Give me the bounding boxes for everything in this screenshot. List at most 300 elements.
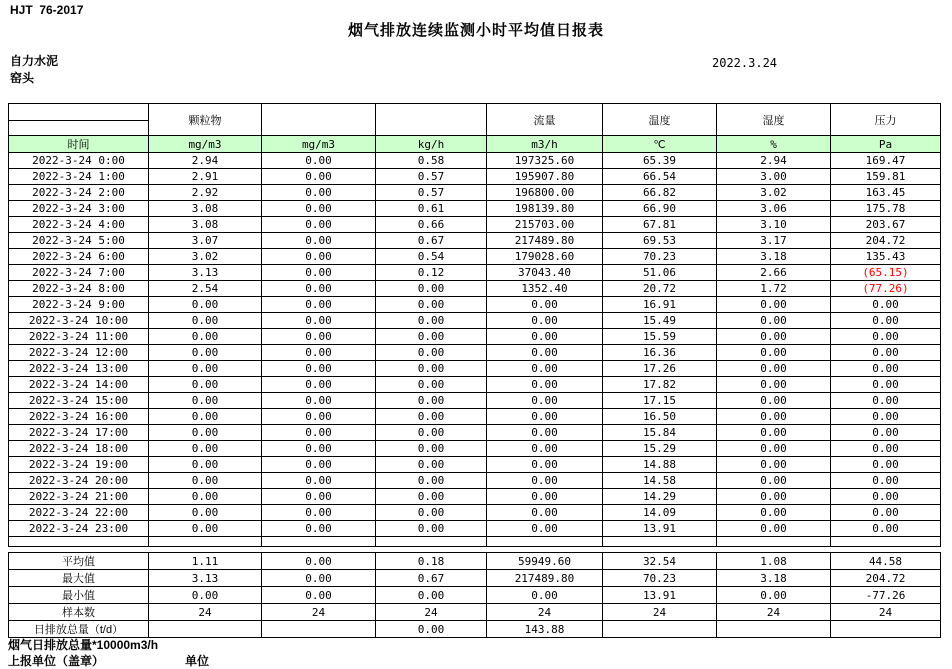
value-cell: 0.00 [831, 521, 941, 537]
summary-label-cell: 平均值 [9, 553, 149, 570]
value-cell: 204.72 [831, 233, 941, 249]
header-pressure: 压力 [831, 104, 941, 136]
table-row [9, 489, 941, 505]
value-cell: 0.00 [831, 489, 941, 505]
value-cell: 0.00 [487, 505, 603, 521]
value-cell: 0.00 [717, 505, 831, 521]
value-cell: 0.00 [831, 457, 941, 473]
value-cell: 17.82 [603, 377, 717, 393]
value-cell: 0.00 [717, 393, 831, 409]
value-cell: 0.00 [262, 473, 376, 489]
value-cell: 0.66 [376, 217, 487, 233]
value-cell: 0.00 [717, 441, 831, 457]
value-cell: 195907.80 [487, 169, 603, 185]
time-cell: 2022-3-24 22:00 [9, 505, 149, 521]
value-cell: 15.29 [603, 441, 717, 457]
value-cell: 0.00 [831, 441, 941, 457]
summary-value-cell [262, 621, 376, 638]
table-row [9, 505, 941, 521]
value-cell: 0.00 [717, 313, 831, 329]
summary-value-cell: 0.00 [376, 621, 487, 638]
summary-label-cell: 最小值 [9, 587, 149, 604]
summary-row [9, 587, 941, 604]
value-cell: 0.00 [831, 329, 941, 345]
value-cell: 0.00 [149, 441, 262, 457]
value-cell: 0.57 [376, 185, 487, 201]
summary-row [9, 604, 941, 621]
footer-note: 烟气日排放总量*10000m3/h [8, 638, 159, 652]
value-cell: 215703.00 [487, 217, 603, 233]
time-cell: 2022-3-24 15:00 [9, 393, 149, 409]
company-name: 自力水泥 [10, 54, 59, 68]
unit-time: 时间 [9, 136, 149, 153]
value-cell: (77.26) [831, 281, 941, 297]
value-cell: 1.72 [717, 281, 831, 297]
summary-value-cell [717, 621, 831, 638]
header-blank-2 [376, 104, 487, 136]
time-cell: 2022-3-24 5:00 [9, 233, 149, 249]
value-cell: 0.00 [376, 329, 487, 345]
value-cell: 70.23 [603, 249, 717, 265]
summary-value-cell: 24 [487, 604, 603, 621]
summary-value-cell: 217489.80 [487, 570, 603, 587]
value-cell: 0.00 [262, 505, 376, 521]
unit-label: 单位 [185, 654, 210, 668]
value-cell: 0.00 [487, 329, 603, 345]
table-row [9, 185, 941, 201]
value-cell: 0.00 [262, 393, 376, 409]
value-cell: 3.06 [717, 201, 831, 217]
value-cell: 0.00 [262, 361, 376, 377]
summary-value-cell: 143.88 [487, 621, 603, 638]
value-cell: 0.57 [376, 169, 487, 185]
empty-cell [376, 537, 487, 547]
table-row [9, 265, 941, 281]
value-cell: 3.00 [717, 169, 831, 185]
unit-percent: % [717, 136, 831, 153]
value-cell: 0.00 [717, 425, 831, 441]
value-cell: 3.07 [149, 233, 262, 249]
table-row [9, 441, 941, 457]
unit-mg1: mg/m3 [149, 136, 262, 153]
value-cell: 2.91 [149, 169, 262, 185]
value-cell: 2.94 [149, 153, 262, 169]
time-cell: 2022-3-24 0:00 [9, 153, 149, 169]
unit-mg2: mg/m3 [262, 136, 376, 153]
report-table-body [9, 104, 941, 638]
time-cell: 2022-3-24 21:00 [9, 489, 149, 505]
value-cell: 0.00 [831, 409, 941, 425]
value-cell: 0.00 [831, 297, 941, 313]
summary-value-cell: 24 [149, 604, 262, 621]
summary-label-cell: 最大值 [9, 570, 149, 587]
value-cell: 0.00 [717, 345, 831, 361]
value-cell: 37043.40 [487, 265, 603, 281]
value-cell: 0.00 [376, 441, 487, 457]
value-cell: 0.00 [717, 521, 831, 537]
value-cell: 0.54 [376, 249, 487, 265]
value-cell: 0.00 [376, 361, 487, 377]
corner-cell [9, 104, 149, 136]
summary-value-cell: 24 [717, 604, 831, 621]
summary-value-cell: 1.11 [149, 553, 262, 570]
table-row [9, 153, 941, 169]
summary-value-cell: 24 [262, 604, 376, 621]
value-cell: 0.00 [149, 505, 262, 521]
table-row [9, 393, 941, 409]
value-cell: 16.50 [603, 409, 717, 425]
value-cell: 0.61 [376, 201, 487, 217]
value-cell: 13.91 [603, 521, 717, 537]
value-cell: 66.54 [603, 169, 717, 185]
value-cell: 20.72 [603, 281, 717, 297]
value-cell: 0.00 [262, 153, 376, 169]
empty-cell [149, 537, 262, 547]
summary-value-cell: 44.58 [831, 553, 941, 570]
value-cell: 0.00 [487, 425, 603, 441]
empty-cell [262, 537, 376, 547]
value-cell: 175.78 [831, 201, 941, 217]
table-row [9, 329, 941, 345]
value-cell: 0.00 [487, 361, 603, 377]
value-cell: 197325.60 [487, 153, 603, 169]
summary-value-cell: 24 [603, 604, 717, 621]
value-cell: 0.00 [487, 473, 603, 489]
summary-value-cell: 24 [376, 604, 487, 621]
summary-value-cell: 0.00 [717, 587, 831, 604]
table-row [9, 377, 941, 393]
value-cell: 15.84 [603, 425, 717, 441]
value-cell: 0.00 [831, 425, 941, 441]
summary-value-cell: 0.00 [487, 587, 603, 604]
group-header-row [9, 104, 941, 136]
table-row [9, 345, 941, 361]
value-cell: 14.29 [603, 489, 717, 505]
time-cell: 2022-3-24 1:00 [9, 169, 149, 185]
value-cell: 0.00 [376, 409, 487, 425]
unit-kgh: kg/h [376, 136, 487, 153]
summary-row [9, 570, 941, 587]
value-cell: 0.00 [262, 345, 376, 361]
value-cell: 16.91 [603, 297, 717, 313]
header-humidity: 湿度 [717, 104, 831, 136]
unit-header-row [9, 136, 941, 153]
time-cell: 2022-3-24 18:00 [9, 441, 149, 457]
value-cell: 0.00 [262, 297, 376, 313]
time-cell: 2022-3-24 20:00 [9, 473, 149, 489]
value-cell: 0.00 [149, 489, 262, 505]
value-cell: 0.00 [376, 281, 487, 297]
value-cell: 0.00 [376, 457, 487, 473]
value-cell: 0.00 [149, 393, 262, 409]
value-cell: 3.10 [717, 217, 831, 233]
doc-code: HJT 76-2017 [10, 3, 84, 17]
summary-value-cell: 204.72 [831, 570, 941, 587]
time-cell: 2022-3-24 19:00 [9, 457, 149, 473]
value-cell: 0.00 [831, 505, 941, 521]
value-cell: 0.00 [149, 329, 262, 345]
value-cell: 3.18 [717, 249, 831, 265]
table-row [9, 281, 941, 297]
summary-label-cell: 样本数 [9, 604, 149, 621]
value-cell: 0.00 [149, 457, 262, 473]
value-cell: 0.00 [717, 473, 831, 489]
value-cell: 0.00 [831, 393, 941, 409]
summary-value-cell: 0.00 [262, 587, 376, 604]
header-blank-1 [262, 104, 376, 136]
value-cell: 0.00 [376, 377, 487, 393]
summary-value-cell: 0.67 [376, 570, 487, 587]
value-cell: 66.90 [603, 201, 717, 217]
empty-row [9, 537, 941, 547]
summary-value-cell [603, 621, 717, 638]
value-cell: 2.66 [717, 265, 831, 281]
value-cell: 0.00 [487, 313, 603, 329]
summary-row [9, 553, 941, 570]
value-cell: 0.00 [149, 521, 262, 537]
value-cell: 0.00 [262, 409, 376, 425]
value-cell: 66.82 [603, 185, 717, 201]
time-cell: 2022-3-24 4:00 [9, 217, 149, 233]
time-cell: 2022-3-24 11:00 [9, 329, 149, 345]
value-cell: 0.00 [262, 489, 376, 505]
page-title: 烟气排放连续监测小时平均值日报表 [347, 22, 604, 39]
unit-pa: Pa [831, 136, 941, 153]
summary-value-cell: 24 [831, 604, 941, 621]
unit-m3h: m3/h [487, 136, 603, 153]
summary-value-cell: 0.18 [376, 553, 487, 570]
empty-cell [603, 537, 717, 547]
summary-value-cell: 0.00 [376, 587, 487, 604]
value-cell: 159.81 [831, 169, 941, 185]
value-cell: 0.00 [831, 313, 941, 329]
value-cell: 0.00 [262, 457, 376, 473]
time-cell: 2022-3-24 10:00 [9, 313, 149, 329]
value-cell: 198139.80 [487, 201, 603, 217]
value-cell: 0.00 [262, 249, 376, 265]
value-cell: 0.00 [149, 473, 262, 489]
value-cell: 0.00 [262, 281, 376, 297]
value-cell: 0.00 [487, 377, 603, 393]
table-row [9, 201, 941, 217]
summary-value-cell [149, 621, 262, 638]
value-cell: 16.36 [603, 345, 717, 361]
time-cell: 2022-3-24 13:00 [9, 361, 149, 377]
value-cell: 0.00 [262, 521, 376, 537]
report-table-wrap [8, 103, 941, 638]
value-cell: 0.00 [149, 297, 262, 313]
value-cell: 0.00 [831, 345, 941, 361]
value-cell: 0.00 [262, 265, 376, 281]
value-cell: 0.00 [149, 425, 262, 441]
value-cell: 17.26 [603, 361, 717, 377]
value-cell: 0.00 [487, 393, 603, 409]
value-cell: 0.58 [376, 153, 487, 169]
value-cell: 163.45 [831, 185, 941, 201]
report-table [8, 103, 941, 638]
summary-row [9, 621, 941, 638]
value-cell: 0.00 [376, 345, 487, 361]
value-cell: 0.00 [376, 489, 487, 505]
value-cell: 0.00 [831, 377, 941, 393]
value-cell: 15.59 [603, 329, 717, 345]
value-cell: 0.00 [262, 169, 376, 185]
table-row [9, 409, 941, 425]
table-row [9, 361, 941, 377]
value-cell: 0.00 [262, 201, 376, 217]
time-cell: 2022-3-24 14:00 [9, 377, 149, 393]
summary-value-cell: 3.13 [149, 570, 262, 587]
value-cell: 0.00 [376, 313, 487, 329]
value-cell: 0.00 [262, 233, 376, 249]
value-cell: 0.00 [717, 361, 831, 377]
value-cell: 0.00 [262, 377, 376, 393]
value-cell: 2.94 [717, 153, 831, 169]
value-cell: 0.00 [376, 297, 487, 313]
time-cell: 2022-3-24 16:00 [9, 409, 149, 425]
table-row [9, 313, 941, 329]
value-cell: 0.00 [149, 345, 262, 361]
summary-value-cell: 32.54 [603, 553, 717, 570]
time-cell: 2022-3-24 8:00 [9, 281, 149, 297]
summary-value-cell: 0.00 [262, 553, 376, 570]
value-cell: 0.00 [717, 489, 831, 505]
table-row [9, 169, 941, 185]
value-cell: 2.92 [149, 185, 262, 201]
value-cell: 0.00 [262, 425, 376, 441]
value-cell: 0.00 [831, 473, 941, 489]
table-row [9, 249, 941, 265]
summary-value-cell: 1.08 [717, 553, 831, 570]
empty-cell [487, 537, 603, 547]
value-cell: 0.00 [262, 217, 376, 233]
value-cell: 0.00 [376, 505, 487, 521]
stamp-label: 上报单位（盖章） [8, 654, 105, 668]
value-cell: 0.00 [487, 441, 603, 457]
time-cell: 2022-3-24 6:00 [9, 249, 149, 265]
header-particulate: 颗粒物 [149, 104, 262, 136]
value-cell: 17.15 [603, 393, 717, 409]
summary-value-cell: -77.26 [831, 587, 941, 604]
value-cell: 67.81 [603, 217, 717, 233]
value-cell: 1352.40 [487, 281, 603, 297]
value-cell: 169.47 [831, 153, 941, 169]
corner-divider [9, 104, 148, 121]
table-row [9, 457, 941, 473]
summary-value-cell: 0.00 [149, 587, 262, 604]
summary-label-cell: 日排放总量（t/d） [9, 621, 149, 638]
value-cell: 0.00 [831, 361, 941, 377]
value-cell: 65.39 [603, 153, 717, 169]
value-cell: 3.17 [717, 233, 831, 249]
value-cell: 14.88 [603, 457, 717, 473]
time-cell: 2022-3-24 23:00 [9, 521, 149, 537]
value-cell: 0.00 [717, 377, 831, 393]
table-row [9, 297, 941, 313]
value-cell: 0.00 [717, 457, 831, 473]
value-cell: 0.00 [376, 425, 487, 441]
value-cell: 14.09 [603, 505, 717, 521]
value-cell: 0.00 [376, 473, 487, 489]
value-cell: 0.00 [149, 409, 262, 425]
value-cell: 0.00 [717, 409, 831, 425]
value-cell: 3.02 [149, 249, 262, 265]
time-cell: 2022-3-24 7:00 [9, 265, 149, 281]
value-cell: 0.00 [262, 313, 376, 329]
summary-value-cell [831, 621, 941, 638]
empty-cell [717, 537, 831, 547]
empty-cell [9, 537, 149, 547]
value-cell: 0.00 [717, 297, 831, 313]
value-cell: 69.53 [603, 233, 717, 249]
value-cell: 217489.80 [487, 233, 603, 249]
value-cell: 0.00 [487, 345, 603, 361]
value-cell: 0.00 [487, 409, 603, 425]
value-cell: 0.00 [149, 377, 262, 393]
value-cell: 0.00 [149, 313, 262, 329]
value-cell: 15.49 [603, 313, 717, 329]
time-cell: 2022-3-24 9:00 [9, 297, 149, 313]
value-cell: 0.00 [262, 441, 376, 457]
table-row [9, 473, 941, 489]
header-flow: 流量 [487, 104, 603, 136]
value-cell: 0.00 [376, 521, 487, 537]
value-cell: 0.00 [262, 329, 376, 345]
value-cell: 3.13 [149, 265, 262, 281]
value-cell: 135.43 [831, 249, 941, 265]
value-cell: 179028.60 [487, 249, 603, 265]
summary-value-cell: 0.00 [262, 570, 376, 587]
empty-cell [831, 537, 941, 547]
value-cell: 0.67 [376, 233, 487, 249]
summary-value-cell: 3.18 [717, 570, 831, 587]
value-cell: 3.08 [149, 201, 262, 217]
value-cell: 51.06 [603, 265, 717, 281]
time-cell: 2022-3-24 12:00 [9, 345, 149, 361]
value-cell: 0.00 [487, 297, 603, 313]
time-cell: 2022-3-24 3:00 [9, 201, 149, 217]
table-row [9, 521, 941, 537]
table-row [9, 425, 941, 441]
value-cell: 2.54 [149, 281, 262, 297]
time-cell: 2022-3-24 17:00 [9, 425, 149, 441]
value-cell: 0.00 [487, 521, 603, 537]
value-cell: 14.58 [603, 473, 717, 489]
value-cell: 0.00 [487, 489, 603, 505]
value-cell: 0.00 [717, 329, 831, 345]
value-cell: 196800.00 [487, 185, 603, 201]
time-cell: 2022-3-24 2:00 [9, 185, 149, 201]
value-cell: 3.02 [717, 185, 831, 201]
value-cell: 0.00 [487, 457, 603, 473]
report-date: 2022.3.24 [712, 56, 778, 70]
summary-value-cell: 70.23 [603, 570, 717, 587]
station-name: 窑头 [10, 71, 35, 85]
header-temperature: 温度 [603, 104, 717, 136]
value-cell: 0.00 [376, 393, 487, 409]
table-row [9, 217, 941, 233]
value-cell: 3.08 [149, 217, 262, 233]
table-row [9, 233, 941, 249]
value-cell: (65.15) [831, 265, 941, 281]
summary-value-cell: 59949.60 [487, 553, 603, 570]
unit-celsius: ℃ [603, 136, 717, 153]
value-cell: 0.00 [262, 185, 376, 201]
summary-value-cell: 13.91 [603, 587, 717, 604]
value-cell: 0.12 [376, 265, 487, 281]
value-cell: 203.67 [831, 217, 941, 233]
value-cell: 0.00 [149, 361, 262, 377]
